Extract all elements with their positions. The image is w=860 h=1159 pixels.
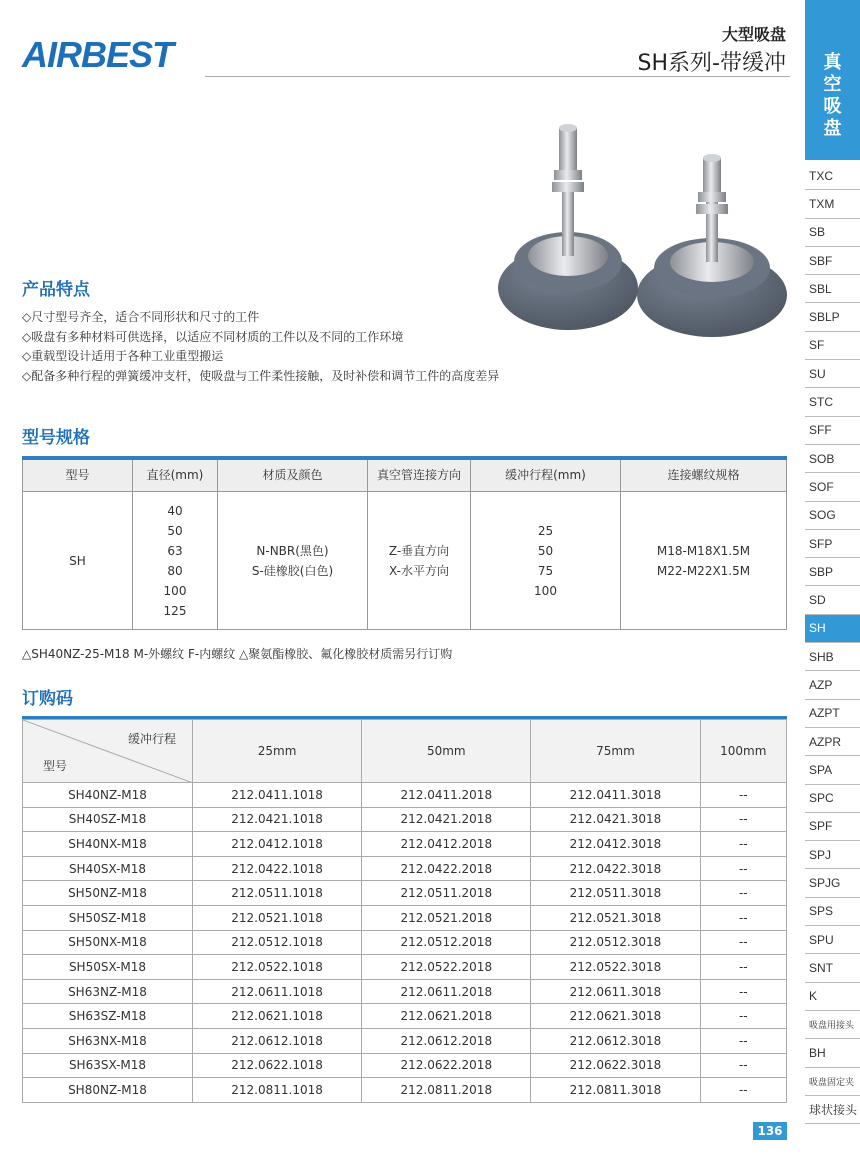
order-code-cell: 212.0811.3018 bbox=[531, 1078, 700, 1103]
order-code-cell: 212.0512.3018 bbox=[531, 930, 700, 955]
side-nav-item-bh[interactable]: BH bbox=[805, 1039, 860, 1067]
order-code-cell: -- bbox=[700, 1078, 786, 1103]
order-code-cell: 212.0621.3018 bbox=[531, 1004, 700, 1029]
order-code-cell: -- bbox=[700, 1028, 786, 1053]
table-row bbox=[23, 783, 787, 808]
order-code-cell: -- bbox=[700, 979, 786, 1004]
order-code-cell: -- bbox=[700, 1004, 786, 1029]
category-title: 大型吸盘 bbox=[721, 25, 786, 44]
side-nav-item-sof[interactable]: SOF bbox=[805, 473, 860, 501]
order-model-cell: SH40SZ-M18 bbox=[23, 807, 193, 832]
side-nav-item-spu[interactable]: SPU bbox=[805, 926, 860, 954]
order-model-cell: SH50SX-M18 bbox=[23, 955, 193, 980]
spec-strokes bbox=[471, 492, 621, 630]
order-model-cell: SH40NZ-M18 bbox=[23, 783, 193, 808]
table-row bbox=[23, 1028, 787, 1053]
spec-header-cell: 缓冲行程(mm) bbox=[471, 458, 621, 492]
order-model-cell: SH40NX-M18 bbox=[23, 832, 193, 857]
spec-directions bbox=[368, 492, 471, 630]
order-header-cell: 100mm bbox=[700, 720, 786, 783]
order-code-cell: 212.0521.2018 bbox=[362, 905, 531, 930]
series-title: SH系列-带缓冲 bbox=[637, 51, 786, 76]
spec-header-cell: 真空管连接方向 bbox=[368, 458, 471, 492]
order-model-cell: SH80NZ-M18 bbox=[23, 1078, 193, 1103]
order-table bbox=[22, 719, 787, 1103]
suction-cup-left bbox=[498, 124, 638, 330]
side-nav-item-item-32[interactable]: 吸盘固定夹 bbox=[805, 1068, 860, 1096]
table-row bbox=[23, 905, 787, 930]
side-nav-item-item-30[interactable]: 吸盘用接头 bbox=[805, 1011, 860, 1039]
corner-label-stroke: 缓冲行程 bbox=[127, 732, 176, 746]
order-header-cell: 75mm bbox=[531, 720, 700, 783]
order-code-cell: -- bbox=[700, 1053, 786, 1078]
page-number: 136 bbox=[753, 1122, 787, 1140]
side-nav-item-stc[interactable]: STC bbox=[805, 388, 860, 416]
table-row bbox=[23, 807, 787, 832]
side-nav-item-sf[interactable]: SF bbox=[805, 332, 860, 360]
side-nav-item-su[interactable]: SU bbox=[805, 360, 860, 388]
direction-value: Z-垂直方向 bbox=[388, 543, 450, 558]
order-model-cell: SH63NZ-M18 bbox=[23, 979, 193, 1004]
order-code-cell: 212.0621.2018 bbox=[362, 1004, 531, 1029]
side-nav-item-sbf[interactable]: SBF bbox=[805, 247, 860, 275]
order-table-body bbox=[23, 783, 787, 1103]
order-title: 订购码 bbox=[22, 689, 73, 709]
side-nav-item-item-33[interactable]: 球状接头 bbox=[805, 1096, 860, 1124]
direction-value: X-水平方向 bbox=[389, 563, 449, 578]
order-code-cell: 212.0522.3018 bbox=[531, 955, 700, 980]
table-row bbox=[23, 955, 787, 980]
side-nav-item-sog[interactable]: SOG bbox=[805, 502, 860, 530]
side-nav-item-azp[interactable]: AZP bbox=[805, 671, 860, 699]
diameter-value: 63 bbox=[167, 543, 183, 558]
spec-diameters bbox=[133, 492, 218, 630]
spec-materials bbox=[218, 492, 368, 630]
diameter-value: 100 bbox=[163, 583, 187, 598]
side-nav-item-shb[interactable]: SHB bbox=[805, 643, 860, 671]
order-code-cell: 212.0511.2018 bbox=[362, 881, 531, 906]
diameter-value: 125 bbox=[163, 603, 187, 618]
side-nav-item-txc[interactable]: TXC bbox=[805, 162, 860, 190]
order-code-cell: 212.0512.1018 bbox=[193, 930, 362, 955]
order-model-cell: SH63SZ-M18 bbox=[23, 1004, 193, 1029]
order-code-cell: -- bbox=[700, 832, 786, 857]
order-code-cell: 212.0621.1018 bbox=[193, 1004, 362, 1029]
product-image bbox=[480, 120, 800, 350]
order-code-cell: 212.0512.2018 bbox=[362, 930, 531, 955]
order-code-cell: 212.0411.2018 bbox=[362, 783, 531, 808]
side-nav-heading-text bbox=[805, 52, 860, 140]
order-code-cell: 212.0411.3018 bbox=[531, 783, 700, 808]
stroke-value: 100 bbox=[534, 583, 557, 598]
stroke-value: 50 bbox=[537, 543, 554, 558]
side-nav-heading-char: 真 bbox=[823, 52, 842, 73]
order-code-cell: 212.0612.1018 bbox=[193, 1028, 362, 1053]
order-code-cell: 212.0521.1018 bbox=[193, 905, 362, 930]
stroke-value: 25 bbox=[537, 523, 554, 538]
side-nav-heading-char: 盘 bbox=[823, 118, 842, 139]
side-nav-item-azpt[interactable]: AZPT bbox=[805, 700, 860, 728]
side-nav-item-sbl[interactable]: SBL bbox=[805, 275, 860, 303]
side-nav-item-spjg[interactable]: SPJG bbox=[805, 869, 860, 897]
order-model-cell: SH50NZ-M18 bbox=[23, 881, 193, 906]
table-row bbox=[23, 832, 787, 857]
material-value: N-NBR(黑色) bbox=[256, 543, 329, 558]
order-code-cell: -- bbox=[700, 783, 786, 808]
thread-value: M18-M18X1.5M bbox=[656, 543, 751, 558]
table-row bbox=[23, 1078, 787, 1103]
order-corner-cell bbox=[23, 720, 193, 783]
order-header-cell: 50mm bbox=[362, 720, 531, 783]
order-code-cell: 212.0611.3018 bbox=[531, 979, 700, 1004]
side-nav-item-spa[interactable]: SPA bbox=[805, 756, 860, 784]
features-title: 产品特点 bbox=[22, 280, 90, 300]
side-nav-item-sblp[interactable]: SBLP bbox=[805, 303, 860, 331]
side-nav-item-sb[interactable]: SB bbox=[805, 219, 860, 247]
order-code-cell: -- bbox=[700, 856, 786, 881]
order-model-cell: SH40SX-M18 bbox=[23, 856, 193, 881]
order-code-cell: 212.0412.1018 bbox=[193, 832, 362, 857]
spec-title: 型号规格 bbox=[22, 428, 90, 448]
order-code-cell: -- bbox=[700, 905, 786, 930]
spec-header-cell: 型号 bbox=[23, 458, 133, 492]
suction-cup-right bbox=[637, 154, 787, 337]
side-nav bbox=[805, 162, 860, 1124]
order-code-cell: 212.0622.1018 bbox=[193, 1053, 362, 1078]
side-nav-item-spf[interactable]: SPF bbox=[805, 813, 860, 841]
feature-item: ◇重载型设计适用于各种工业重型搬运 bbox=[22, 349, 224, 363]
order-header-cell: 25mm bbox=[193, 720, 362, 783]
side-nav-item-sd[interactable]: SD bbox=[805, 586, 860, 614]
order-code-cell: 212.0622.3018 bbox=[531, 1053, 700, 1078]
order-code-cell: 212.0622.2018 bbox=[362, 1053, 531, 1078]
thread-value: M22-M22X1.5M bbox=[656, 563, 751, 578]
order-code-cell: -- bbox=[700, 930, 786, 955]
order-header-row bbox=[23, 720, 787, 783]
order-code-cell: -- bbox=[700, 955, 786, 980]
table-row bbox=[23, 1004, 787, 1029]
order-code-cell: 212.0612.3018 bbox=[531, 1028, 700, 1053]
side-nav-heading bbox=[805, 0, 860, 160]
feature-item: ◇尺寸型号齐全，适合不同形状和尺寸的工件 bbox=[22, 310, 260, 324]
order-model-cell: SH63SX-M18 bbox=[23, 1053, 193, 1078]
diameter-value: 80 bbox=[167, 563, 183, 578]
order-code-cell: 212.0412.3018 bbox=[531, 832, 700, 857]
spec-table bbox=[22, 457, 787, 630]
order-code-cell: 212.0522.2018 bbox=[362, 955, 531, 980]
spec-header-cell: 直径(mm) bbox=[133, 458, 218, 492]
side-nav-item-sbp[interactable]: SBP bbox=[805, 558, 860, 586]
side-nav-item-sps[interactable]: SPS bbox=[805, 898, 860, 926]
order-code-cell: 212.0611.2018 bbox=[362, 979, 531, 1004]
side-nav-item-sob[interactable]: SOB bbox=[805, 445, 860, 473]
order-code-cell: 212.0522.1018 bbox=[193, 955, 362, 980]
order-code-cell: -- bbox=[700, 807, 786, 832]
spec-note: △SH40NZ-25-M18 M-外螺纹 F-内螺纹 △聚氨酯橡胶、氟化橡胶材质需另行订购 bbox=[22, 647, 453, 661]
order-code-cell: 212.0422.3018 bbox=[531, 856, 700, 881]
stroke-value: 75 bbox=[537, 563, 554, 578]
spec-table-top-bar bbox=[22, 456, 787, 460]
table-row bbox=[23, 881, 787, 906]
order-code-cell: 212.0511.3018 bbox=[531, 881, 700, 906]
order-code-cell: 212.0421.3018 bbox=[531, 807, 700, 832]
material-value: S-硅橡胶(白色) bbox=[251, 563, 334, 578]
order-code-cell: 212.0511.1018 bbox=[193, 881, 362, 906]
order-model-cell: SH50SZ-M18 bbox=[23, 905, 193, 930]
side-nav-heading-char: 吸 bbox=[823, 96, 842, 117]
corner-label-model: 型号 bbox=[43, 759, 68, 773]
feature-item: ◇配备多种行程的弹簧缓冲支杆，使吸盘与工件柔性接触，及时补偿和调节工件的高度差异 bbox=[22, 368, 500, 383]
table-row bbox=[23, 856, 787, 881]
side-nav-item-k[interactable]: K bbox=[805, 983, 860, 1011]
order-code-cell: 212.0521.3018 bbox=[531, 905, 700, 930]
order-code-cell: 212.0811.2018 bbox=[362, 1078, 531, 1103]
spec-threads bbox=[621, 492, 787, 630]
order-code-cell: 212.0412.2018 bbox=[362, 832, 531, 857]
table-row bbox=[23, 930, 787, 955]
side-nav-item-snt[interactable]: SNT bbox=[805, 954, 860, 982]
order-code-cell: 212.0421.1018 bbox=[193, 807, 362, 832]
side-nav-item-spj[interactable]: SPJ bbox=[805, 841, 860, 869]
side-nav-item-sfp[interactable]: SFP bbox=[805, 530, 860, 558]
side-nav-item-spc[interactable]: SPC bbox=[805, 785, 860, 813]
order-code-cell: 212.0611.1018 bbox=[193, 979, 362, 1004]
spec-header-cell: 连接螺纹规格 bbox=[621, 458, 787, 492]
diameter-value: 50 bbox=[167, 523, 183, 538]
diameter-value: 40 bbox=[167, 503, 183, 518]
order-code-cell: 212.0422.2018 bbox=[362, 856, 531, 881]
feature-item: ◇吸盘有多种材料可供选择，以适应不同材质的工件以及不同的工作环境 bbox=[22, 329, 404, 344]
order-code-cell: -- bbox=[700, 881, 786, 906]
order-model-cell: SH63NX-M18 bbox=[23, 1028, 193, 1053]
order-model-cell: SH50NX-M18 bbox=[23, 930, 193, 955]
order-code-cell: 212.0422.1018 bbox=[193, 856, 362, 881]
spec-row bbox=[23, 492, 787, 630]
spec-header-row bbox=[23, 458, 787, 492]
side-nav-heading-char: 空 bbox=[823, 74, 842, 95]
side-nav-item-sff[interactable]: SFF bbox=[805, 417, 860, 445]
side-nav-item-txm[interactable]: TXM bbox=[805, 190, 860, 218]
table-row bbox=[23, 979, 787, 1004]
spec-header-cell: 材质及颜色 bbox=[218, 458, 368, 492]
spec-model: SH bbox=[23, 492, 133, 630]
order-code-cell: 212.0612.2018 bbox=[362, 1028, 531, 1053]
side-nav-item-sh[interactable]: SH bbox=[805, 615, 860, 643]
order-code-cell: 212.0421.2018 bbox=[362, 807, 531, 832]
brand-logo: AIRBEST bbox=[22, 34, 174, 75]
table-row bbox=[23, 1053, 787, 1078]
order-code-cell: 212.0411.1018 bbox=[193, 783, 362, 808]
order-code-cell: 212.0811.1018 bbox=[193, 1078, 362, 1103]
features-list bbox=[22, 308, 499, 386]
side-nav-item-azpr[interactable]: AZPR bbox=[805, 728, 860, 756]
